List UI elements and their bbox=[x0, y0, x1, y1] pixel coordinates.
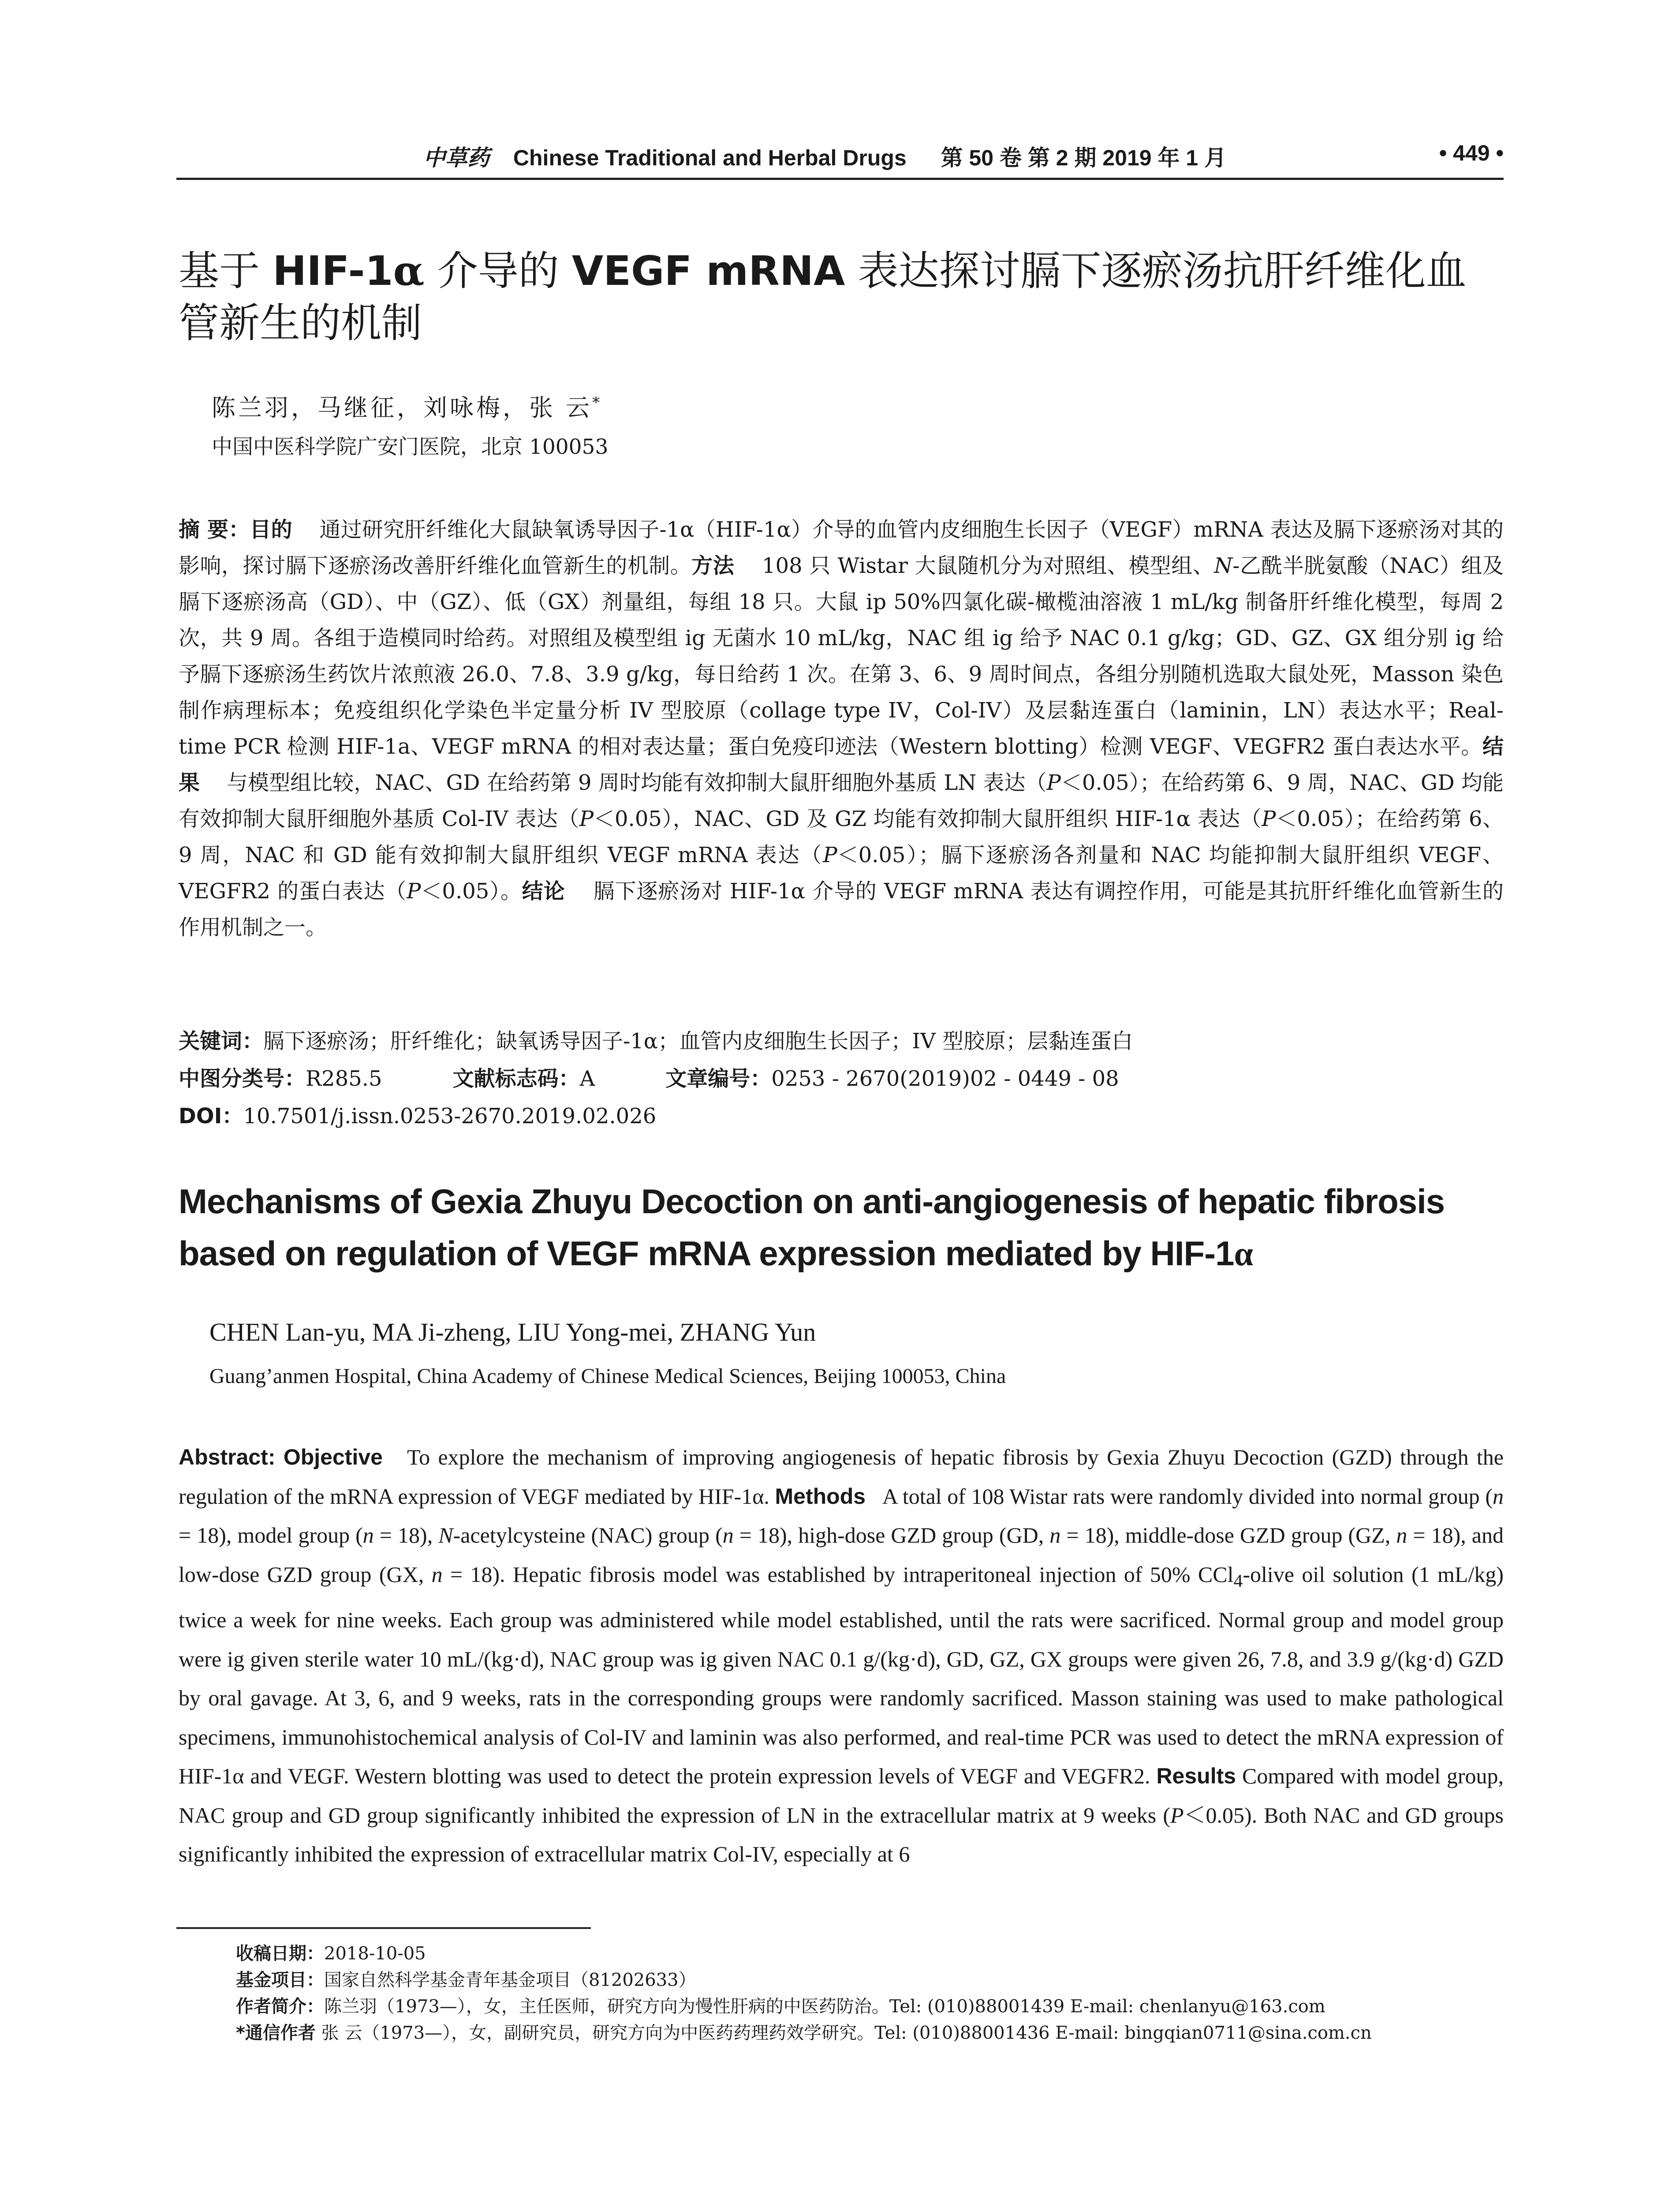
doi-line: DOI：10.7501/j.issn.0253-2670.2019.02.026 bbox=[179, 1104, 657, 1129]
footnotes bbox=[236, 1940, 1515, 2046]
header-rule bbox=[176, 178, 1504, 180]
title-cn: 基于 HIF-1α 介导的 VEGF mRNA 表达探讨膈下逐瘀汤抗肝纤维化血管新生的机制 bbox=[179, 247, 1467, 347]
doi-link[interactable]: 10.7501/j.issn.0253-2670.2019.02.026 bbox=[243, 1104, 657, 1129]
journal-name-en: Chinese Traditional and Herbal Drugs bbox=[513, 146, 907, 170]
authors-cn: 陈兰羽，马继征，刘咏梅，张 云* bbox=[212, 394, 603, 422]
footnote-received: 收稿日期：2018-10-05 bbox=[236, 1943, 426, 1964]
footnote-fund: 基金项目：国家自然科学基金青年基金项目（81202633） bbox=[236, 1970, 696, 1990]
journal-info bbox=[423, 140, 1226, 172]
journal-name-cn: 中草药 bbox=[423, 145, 489, 171]
footnote-rule bbox=[176, 1927, 591, 1929]
classification-line: 中图分类号：R285.5 文献标志码：A 文章编号：0253 - 2670(2019)02 - 0449 - 08 bbox=[179, 1066, 1119, 1091]
footnote-author: 作者简介：陈兰羽（1973—），女，主任医师，研究方向为慢性肝病的中医药防治。Tel: (010)88001439 E-mail: chenlanyu@163.com bbox=[236, 1996, 1325, 2017]
authors-en: CHEN Lan-yu, MA Ji-zheng, LIU Yong-mei, ZHANG Yun bbox=[209, 1318, 816, 1346]
abstract-en: Abstract: Objective To explore the mechanism of improving angiogenesis of hepatic fibrosis by Gexia Zhuyu Decoction (GZD) through the regulation of the mRNA expression of VEGF mediated by HIF-1α. Methods A total of 108 Wistar rats were randomly divided into normal group (n = 18), model group (n = 18), N-acetylcysteine (NAC) group (n = 18), high-dose GZD group (GD, n = 18), middle-dose GZD group (GZ, n = 18), and low-dose GZD group (GX, n = 18). Hepatic fibrosis model was established by intraperitoneal injection of 50% CCl$_4$-olive oil solution (1 mL/kg) twice a week for nine weeks. Each group was administered while model established, until the rats were sacrificed. Normal group and model group were ig given sterile water 10 mL/(kg·d), NAC group was ig given NAC 0.1 g/(kg·d), GD, GZ, GX groups were given 26, 7.8, and 3.9 g/(kg·d) GZD by oral gavage. At 3, 6, and 9 weeks, rats in the corresponding groups were randomly sacrificed. Masson staining was used to make pathological specimens, immunohistochemical analysis of Col-IV and laminin was also performed, and real-time PCR was used to detect the mRNA expression of HIF-1α and VEGF. Western blotting was used to detect the protein expression levels of VEGF and VEGFR2. Results Compared with model group, NAC group and GD group significantly inhibited the expression of LN in the extracellular matrix at 9 weeks (P＜0.05). Both NAC and GD groups significantly inhibited the expression of extracellular matrix Col-IV, especially at 6 bbox=[179, 1445, 1504, 1866]
affiliation-cn: 中国中医科学院广安门医院，北京 100053 bbox=[212, 435, 609, 459]
running-header bbox=[176, 140, 1504, 176]
page-number: • 449 • bbox=[1439, 141, 1504, 165]
issue-info: 第 50 卷 第 2 期 2019 年 1 月 bbox=[941, 146, 1227, 170]
footnote-corresponding: *通信作者 张 云（1973—），女，副研究员，研究方向为中医药药理药效学研究。Tel: (010)88001436 E-mail: bingqian0711@sina.com.cn bbox=[236, 2023, 1372, 2043]
title-en: Mechanisms of Gexia Zhuyu Decoction on anti-angiogenesis of hepatic fibrosis based on regulation of VEGF mRNA expression mediated by HIF-1α bbox=[179, 1182, 1445, 1273]
affiliation-en: Guang’anmen Hospital, China Academy of Chinese Medical Sciences, Beijing 100053, China bbox=[209, 1364, 1006, 1388]
abstract-cn: 摘 要：目的 通过研究肝纤维化大鼠缺氧诱导因子-1α（HIF-1α）介导的血管内皮细胞生长因子（VEGF）mRNA 表达及膈下逐瘀汤对其的影响，探讨膈下逐瘀汤改善肝纤维化血管新生的机制。方法 108 只 Wistar 大鼠随机分为对照组、模型组、N-乙酰半胱氨酸（NAC）组及膈下逐瘀汤高（GD）、中（GZ）、低（GX）剂量组，每组 18 只。大鼠 ip 50%四氯化碳-橄榄油溶液 1 mL/kg 制备肝纤维化模型，每周 2 次，共 9 周。各组于造模同时给药。对照组及模型组 ig 无菌水 10 mL/kg，NAC 组 ig 给予 NAC 0.1 g/kg；GD、GZ、GX 组分别 ig 给予膈下逐瘀汤生药饮片浓煎液 26.0、7.8、3.9 g/kg，每日给药 1 次。在第 3、6、9 周时间点，各组分别随机选取大鼠处死，Masson 染色制作病理标本；免疫组织化学染色半定量分析 IV 型胶原（collage type IV，Col-IV）及层黏连蛋白（laminin，LN）表达水平；Real-time PCR 检测 HIF-1a、VEGF mRNA 的相对表达量；蛋白免疫印迹法（Western blotting）检测 VEGF、VEGFR2 蛋白表达水平。结果 与模型组比较，NAC、GD 在给药第 9 周时均能有效抑制大鼠肝细胞外基质 LN 表达（P＜0.05）；在给药第 6、9 周，NAC、GD 均能有效抑制大鼠肝细胞外基质 Col-IV 表达（P＜0.05），NAC、GD 及 GZ 均能有效抑制大鼠肝组织 HIF-1α 表达（P＜0.05）；在给药第 6、9 周，NAC 和 GD 能有效抑制大鼠肝组织 VEGF mRNA 表达（P＜0.05）；膈下逐瘀汤各剂量和 NAC 均能抑制大鼠肝组织 VEGF、VEGFR2 的蛋白表达（P＜0.05）。结论 膈下逐瘀汤对 HIF-1α 介导的 VEGF mRNA 表达有调控作用，可能是其抗肝纤维化血管新生的作用机制之一。 bbox=[179, 517, 1504, 940]
keywords-cn: 关键词：膈下逐瘀汤；肝纤维化；缺氧诱导因子-1α；血管内皮细胞生长因子；IV 型胶原；层黏连蛋白 bbox=[179, 1029, 1133, 1054]
